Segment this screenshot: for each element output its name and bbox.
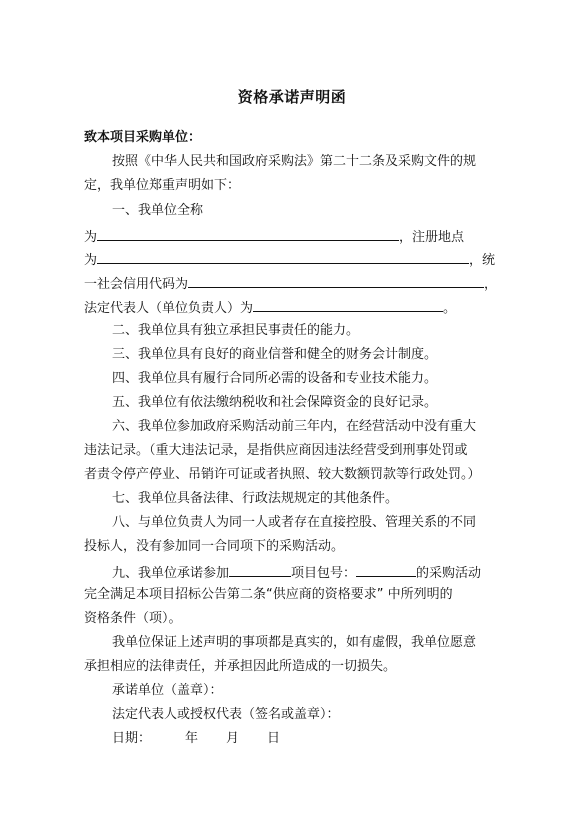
item2: 二、我单位具有独立承担民事责任的能力。 bbox=[112, 323, 360, 338]
legal-rep-blank bbox=[253, 296, 443, 312]
para1-line1: 按照《中华人民共和国政府采购法》第二十二条及采购文件的规 bbox=[112, 154, 477, 169]
sign-unit-line: 承诺单位（盖章）： bbox=[112, 683, 223, 698]
recipient-line: 致本项目采购单位： bbox=[84, 130, 202, 145]
item1-mid: ，注册地点 bbox=[399, 230, 465, 245]
item1-heading: 一、我单位全称 bbox=[112, 203, 204, 218]
item9-part1: 九、我单位承诺参加 bbox=[112, 566, 230, 581]
guarantee-line2: 承担相应的法律责任，并承担因此所造成的一切损失。 bbox=[84, 659, 397, 674]
legal-rep-label: 法定代表人（单位负责人）为 bbox=[84, 301, 254, 316]
date-day: 日 bbox=[267, 731, 281, 746]
item8-line1: 八、与单位负责人为同一人或者存在直接控股、管理关系的不同 bbox=[112, 515, 477, 530]
item9-line3: 资格条件（项）。 bbox=[84, 611, 182, 626]
registered-address-blank bbox=[97, 248, 469, 264]
project-name-blank bbox=[229, 561, 291, 577]
item1-address-line bbox=[84, 248, 502, 271]
item9-part3: 的采购活动 bbox=[416, 566, 482, 581]
item9-line2: 完全满足本项目招标公告第二条“供应商的资格要求” 中所列明的 bbox=[84, 587, 453, 602]
credit-code-label: 一社会信用代码为 bbox=[84, 277, 189, 292]
date-year: 年 bbox=[185, 731, 199, 746]
item1-credit-line bbox=[84, 272, 502, 295]
item1-suffix2: ，统 bbox=[469, 253, 496, 268]
item1-name-line bbox=[84, 225, 502, 248]
document-title: 资格承诺声明函 bbox=[237, 88, 347, 106]
credit-code-blank bbox=[188, 272, 484, 288]
item4: 四、我单位具有履行合同所必需的设备和专业技术能力。 bbox=[112, 371, 438, 386]
guarantee-line1: 我单位保证上述声明的事项都是真实的，如有虚假，我单位愿意 bbox=[112, 635, 477, 650]
date-label: 日期： bbox=[112, 731, 152, 746]
item6-line1: 六、我单位参加政府采购活动前三年内，在经营活动中没有重大 bbox=[112, 419, 477, 434]
item3: 三、我单位具有良好的商业信誉和健全的财务会计制度。 bbox=[112, 347, 438, 362]
item7: 七、我单位具备法律、行政法规规定的其他条件。 bbox=[112, 491, 399, 506]
company-name-blank bbox=[97, 225, 399, 241]
item1-prefix: 为 bbox=[84, 230, 98, 245]
item6-line2: 违法记录。（重大违法记录，是指供应商因违法经营受到刑事处罚或 bbox=[84, 443, 468, 458]
package-number-blank bbox=[356, 561, 416, 577]
item5: 五、我单位有依法缴纳税收和社会保障资金的良好记录。 bbox=[112, 395, 438, 410]
item6-line3: 者责令停产停业、吊销许可证或者执照、较大数额罚款等行政处罚。） bbox=[84, 467, 481, 482]
legal-rep-suffix: 。 bbox=[443, 301, 457, 316]
date-line bbox=[84, 729, 502, 749]
date-month: 月 bbox=[226, 731, 240, 746]
credit-code-suffix: ， bbox=[484, 277, 498, 292]
sign-rep-line: 法定代表人或授权代表（签名或盖章）： bbox=[112, 707, 340, 722]
item8-line2: 投标人，没有参加同一合同项下的采购活动。 bbox=[84, 539, 345, 554]
item9-part2: 项目包号： bbox=[291, 566, 357, 581]
item1-prefix2: 为 bbox=[84, 253, 98, 268]
item1-legal-line bbox=[84, 296, 502, 319]
para1-line2: 定，我单位郑重声明如下： bbox=[84, 178, 241, 193]
item9-line1 bbox=[84, 561, 502, 584]
